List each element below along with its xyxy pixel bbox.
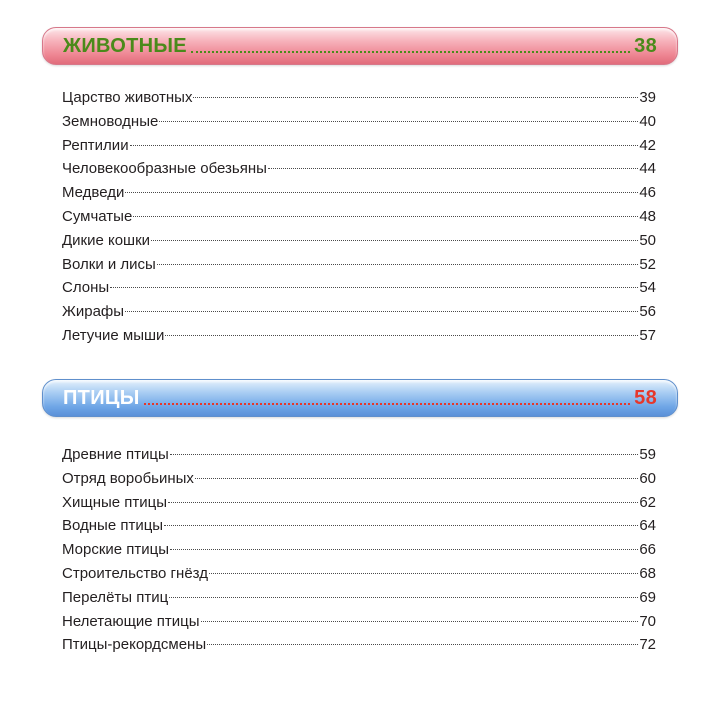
dot-leader <box>170 549 638 550</box>
toc-entry-page: 56 <box>639 303 656 321</box>
toc-entry-label: Медведи <box>62 184 125 202</box>
toc-entry[interactable] <box>62 276 656 300</box>
dot-leader <box>268 168 638 169</box>
toc-entry-label: Сумчатые <box>62 207 133 225</box>
dot-leader <box>125 311 638 312</box>
toc-entry-label: Водные птицы <box>62 517 164 535</box>
toc-entry[interactable] <box>62 586 656 610</box>
toc-entry-page: 60 <box>639 469 656 487</box>
toc-entry-page: 62 <box>639 493 656 511</box>
toc-entry-page: 48 <box>639 207 656 225</box>
toc-entry-label: Древние птицы <box>62 446 169 463</box>
toc-entry-label: Рептилии <box>62 136 129 154</box>
toc-entry-page: 66 <box>639 541 656 559</box>
dot-leader <box>168 502 638 503</box>
toc-entry-page: 50 <box>639 231 656 249</box>
toc-entry[interactable] <box>62 633 656 657</box>
dot-leader <box>110 287 638 288</box>
toc-entry-label: Нелетающие птицы <box>62 612 200 630</box>
section-page-number: 58 <box>634 386 657 409</box>
toc-entry-label: Слоны <box>62 279 110 297</box>
toc-entry[interactable] <box>62 467 656 491</box>
toc-entry-page: 68 <box>639 564 656 582</box>
toc-entry-label: Человекообразные обезьяны <box>62 160 267 178</box>
toc-list-birds <box>62 443 656 657</box>
toc-entry-label: Дикие кошки <box>62 231 151 249</box>
toc-entry[interactable] <box>62 324 656 348</box>
toc-entry-label: Летучие мыши <box>62 326 165 344</box>
toc-entry-page: 59 <box>639 446 656 463</box>
toc-list-animals <box>62 86 656 348</box>
dot-leader <box>165 335 638 336</box>
section-title: ЖИВОТНЫЕ <box>63 34 187 57</box>
dot-leader <box>151 240 638 241</box>
toc-entry-page: 39 <box>639 89 656 106</box>
toc-entry[interactable] <box>62 514 656 538</box>
dot-leader <box>209 573 638 574</box>
dot-leader <box>133 216 638 217</box>
toc-entry-page: 54 <box>639 279 656 297</box>
dot-leader <box>207 644 638 645</box>
toc-entry-page: 46 <box>639 184 656 202</box>
toc-entry-page: 72 <box>639 636 656 654</box>
toc-entry[interactable] <box>62 134 656 158</box>
dot-leader <box>125 192 638 193</box>
dot-leader <box>169 597 638 598</box>
toc-entry-page: 64 <box>639 517 656 535</box>
toc-entry-label: Отряд воробьиных <box>62 469 194 487</box>
toc-entry-label: Перелёты птиц <box>62 588 169 606</box>
dot-leader <box>157 264 638 265</box>
toc-entry[interactable] <box>62 229 656 253</box>
toc-entry-label: Жирафы <box>62 303 125 321</box>
toc-entry-page: 40 <box>639 112 656 130</box>
dot-leader <box>159 121 638 122</box>
toc-entry[interactable] <box>62 86 656 110</box>
dot-leader <box>164 525 638 526</box>
toc-entry-page: 70 <box>639 612 656 630</box>
section-title: ПТИЦЫ <box>63 386 140 409</box>
toc-entry-page: 69 <box>639 588 656 606</box>
toc-entry[interactable] <box>62 562 656 586</box>
toc-entry[interactable] <box>62 181 656 205</box>
toc-entry-page: 57 <box>639 326 656 344</box>
toc-entry[interactable] <box>62 443 656 467</box>
toc-entry[interactable] <box>62 205 656 229</box>
section-header-birds[interactable] <box>42 379 678 417</box>
toc-entry-label: Морские птицы <box>62 541 170 559</box>
toc-entry[interactable] <box>62 253 656 277</box>
toc-entry[interactable] <box>62 110 656 134</box>
toc-entry-page: 52 <box>639 255 656 273</box>
toc-entry[interactable] <box>62 538 656 562</box>
toc-entry[interactable] <box>62 300 656 324</box>
section-header-animals[interactable] <box>42 27 678 65</box>
toc-entry-label: Царство животных <box>62 89 193 106</box>
toc-entry-label: Хищные птицы <box>62 493 168 511</box>
toc-entry-label: Птицы-рекордсмены <box>62 636 207 654</box>
toc-entry-label: Земноводные <box>62 112 159 130</box>
dot-leader <box>195 478 638 479</box>
dot-leader <box>130 145 639 146</box>
dot-leader <box>193 97 638 98</box>
toc-entry[interactable] <box>62 610 656 634</box>
dot-leader <box>144 403 630 405</box>
toc-entry[interactable] <box>62 157 656 181</box>
section-page-number: 38 <box>634 34 657 57</box>
toc-entry[interactable] <box>62 491 656 515</box>
toc-entry-page: 44 <box>639 160 656 178</box>
dot-leader <box>170 454 639 455</box>
toc-entry-page: 42 <box>639 136 656 154</box>
dot-leader <box>201 621 639 622</box>
toc-entry-label: Строительство гнёзд <box>62 564 208 582</box>
toc-entry-label: Волки и лисы <box>62 255 156 273</box>
dot-leader <box>191 51 630 53</box>
